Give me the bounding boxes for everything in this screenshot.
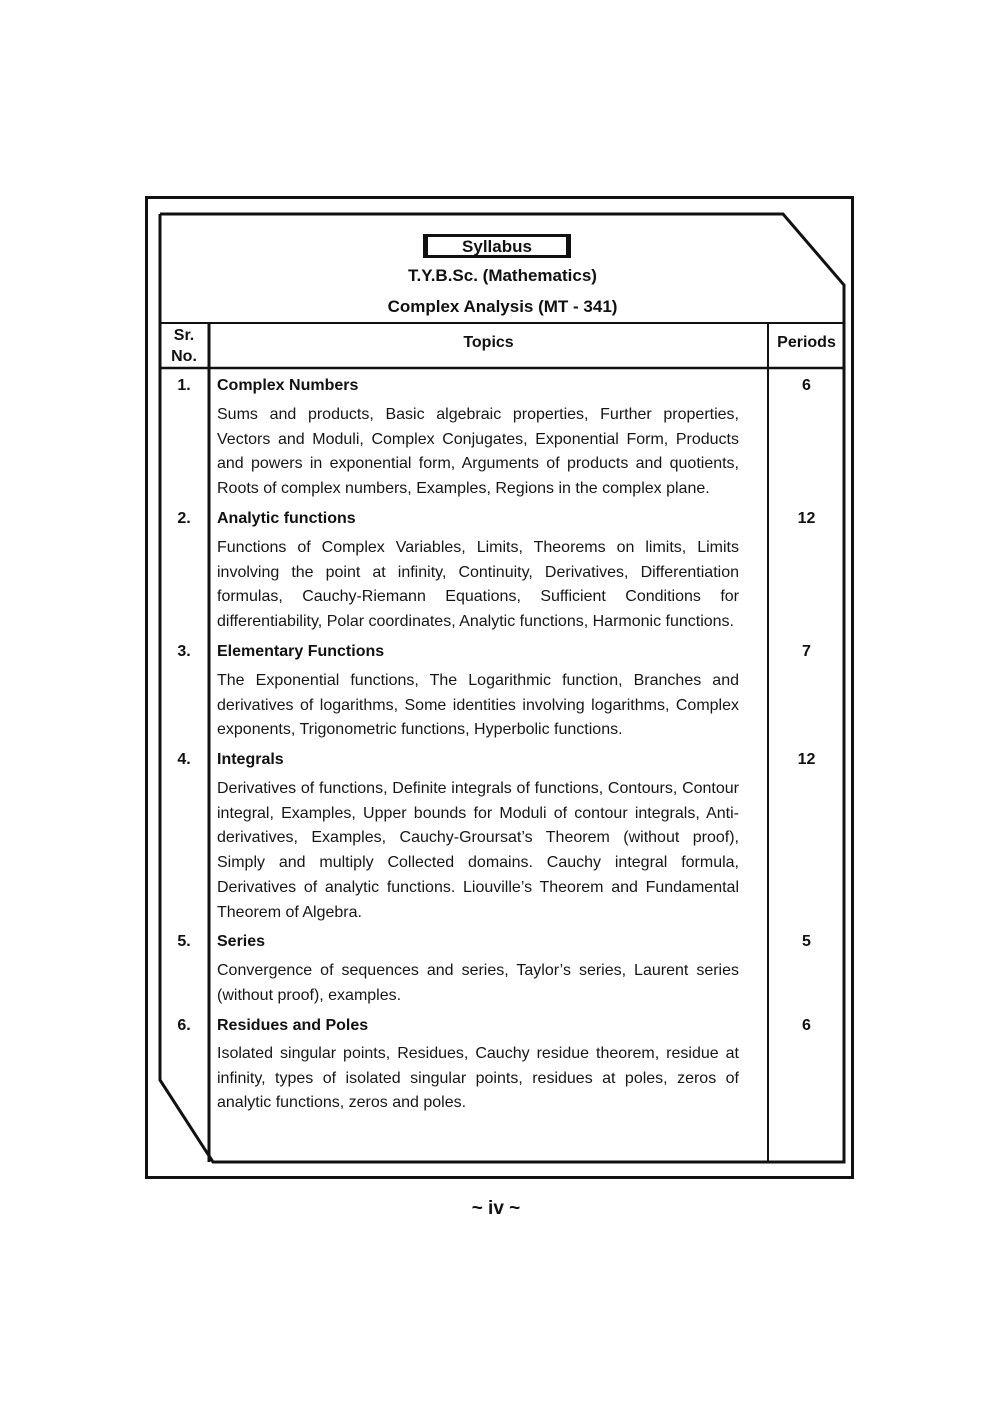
course-title: T.Y.B.Sc. (Mathematics) <box>408 266 597 285</box>
row-2-sr: 2. <box>177 510 191 527</box>
row-2-periods: 12 <box>797 510 816 527</box>
row-4-description: Derivatives of functions, Definite integrals of functions, Contours, Contour integral, Examples, Upper bounds for Moduli of contour integrals, Anti-derivatives, Examples, Cauchy-Groursat’s Theorem (without proof), Simply and multiply Collected domains. Cauchy integral formula, Derivatives of analytic functions. Liouville’s Theorem and Fundamental Theorem of Algebra. <box>217 780 739 921</box>
column-header-periods: Periods <box>777 334 836 351</box>
row-2-title: Analytic functions <box>217 510 356 527</box>
column-header-topics: Topics <box>463 334 514 351</box>
row-6-title: Residues and Poles <box>217 1017 369 1034</box>
row-5-description: Convergence of sequences and series, Taylor’s series, Laurent series (without proof), examples. <box>217 962 739 1004</box>
paper-title: Complex Analysis (MT - 341) <box>387 297 618 316</box>
row-6-periods: 6 <box>802 1017 811 1034</box>
page-number: ~ iv ~ <box>471 1198 521 1219</box>
row-6-sr: 6. <box>177 1017 191 1034</box>
row-1-description: Sums and products, Basic algebraic properties, Further properties, Vectors and Moduli, Complex Conjugates, Exponential Form, Products and powers in exponential form, Arguments of products and quotients, Roots of complex numbers, Examples, Regions in the complex plane. <box>217 406 739 498</box>
row-5-sr: 5. <box>177 933 191 950</box>
row-3-sr: 3. <box>177 643 191 660</box>
row-5-title: Series <box>217 933 266 950</box>
syllabus-label: Syllabus <box>462 237 532 256</box>
row-4-title: Integrals <box>217 751 284 768</box>
syllabus-label-box <box>423 234 571 258</box>
row-2-description: Functions of Complex Variables, Limits, Theorems on limits, Limits involving the point at infinity, Continuity, Derivatives, Differentiation formulas, Cauchy-Riemann Equations, Sufficient Conditions for differentiability, Polar coordinates, Analytic functions, Harmonic functions. <box>217 539 739 631</box>
row-4-sr: 4. <box>177 751 191 768</box>
row-1-sr: 1. <box>177 377 191 394</box>
row-6-description: Isolated singular points, Residues, Cauchy residue theorem, residue at infinity, types of isolated singular points, residues at poles, zeros of analytic functions, zeros and poles. <box>217 1045 739 1112</box>
row-3-title: Elementary Functions <box>217 643 385 660</box>
column-header-sr: Sr. No. <box>171 327 197 365</box>
row-5-periods: 5 <box>802 933 811 950</box>
row-4-periods: 12 <box>797 751 816 768</box>
row-3-description: The Exponential functions, The Logarithmic function, Branches and derivatives of logarithms, Some identities involving logarithms, Complex exponents, Trigonometric functions, Hyperbolic functions. <box>217 672 739 739</box>
row-1-periods: 6 <box>802 377 811 394</box>
row-1-title: Complex Numbers <box>217 377 359 394</box>
row-3-periods: 7 <box>802 643 811 660</box>
